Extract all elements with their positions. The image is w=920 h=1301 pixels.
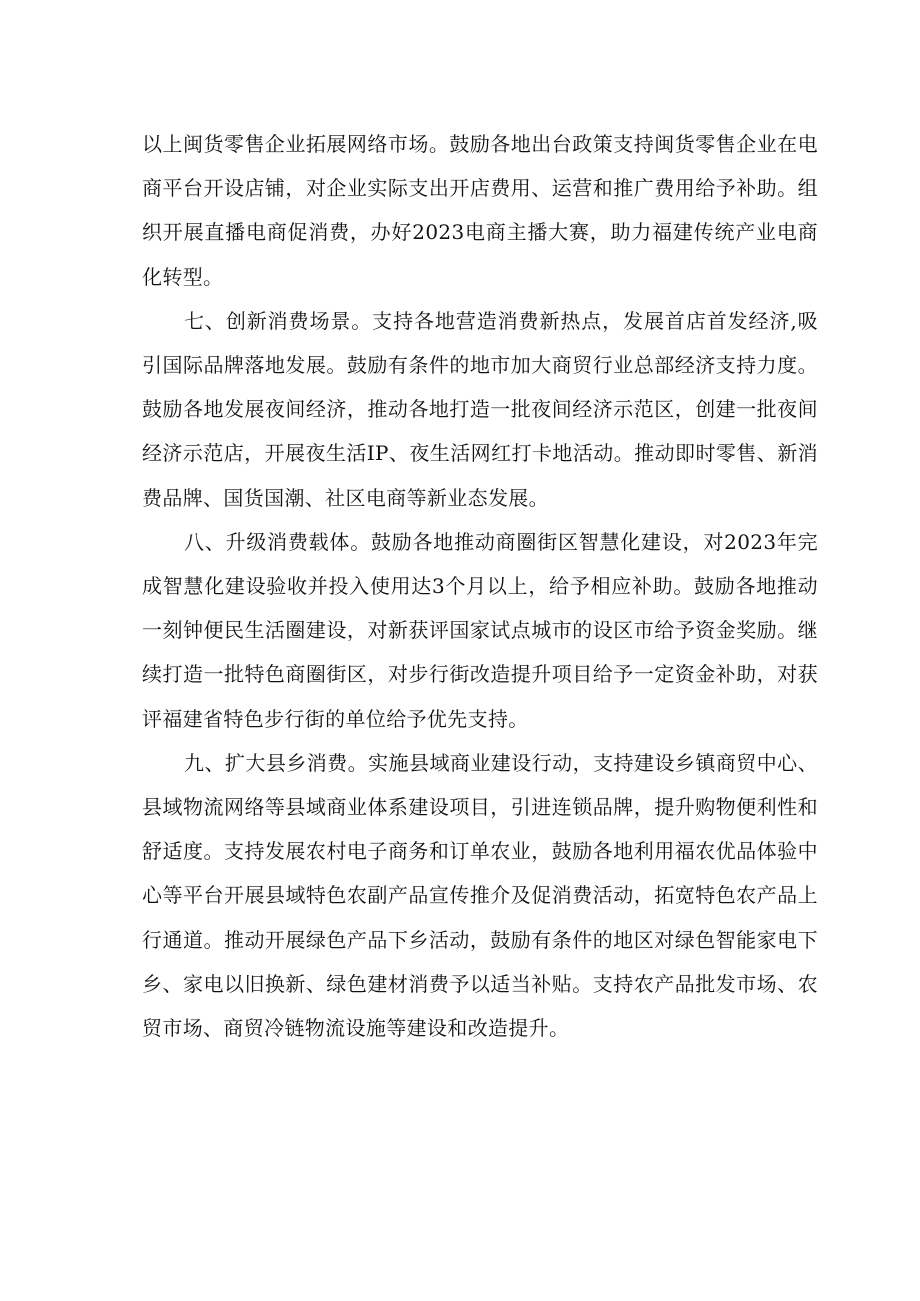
paragraph-item-9: 九、扩大县乡消费。实施县域商业建设行动，支持建设乡镇商贸中心、县域物流网络等县域商业体系建设项目，引进连锁品牌，提升购物便利性和舒适度。支持发展农村电子商务和订单农业，鼓励各地利用福农优品体验中心等平台开展县域特色农副产品宣传推介及促消费活动，拓宽特色农产品上行通道。推动开展绿色产品下乡活动，鼓励有条件的地区对绿色智能家电下乡、家电以旧换新、绿色建材消费予以适当补贴。支持农产品批发市场、农贸市场、商贸冷链物流设施等建设和改造提升。 (142, 750, 818, 1041)
paragraph-item-7: 七、创新消费场景。支持各地营造消费新热点，发展首店首发经济,吸引国际品牌落地发展。鼓励有条件的地市加大商贸行业总部经济支持力度。鼓励各地发展夜间经济，推动各地打造一批夜间经济示范区，创建一批夜间经济示范店，开展夜生活IP、夜生活网红打卡地活动。推动即时零售、新消费品牌、国货国潮、社区电商等新业态发展。 (142, 308, 818, 510)
paragraph-item-8: 八、升级消费载体。鼓励各地推动商圈街区智慧化建设，对2023年完成智慧化建设验收并投入使用达3个月以上，给予相应补助。鼓励各地推动一刻钟便民生活圈建设，对新获评国家试点城市的设区市给予资金奖励。继续打造一批特色商圈街区，对步行街改造提升项目给予一定资金补助，对获评福建省特色步行街的单位给予优先支持。 (142, 529, 818, 731)
paragraph-continuation: 以上闽货零售企业拓展网络市场。鼓励各地出台政策支持闽货零售企业在电商平台开设店铺，对企业实际支出开店费用、运营和推广费用给予补助。组织开展直播电商促消费，办好2023电商主播大赛，助力福建传统产业电商化转型。 (142, 132, 818, 289)
document-body (142, 122, 818, 1050)
